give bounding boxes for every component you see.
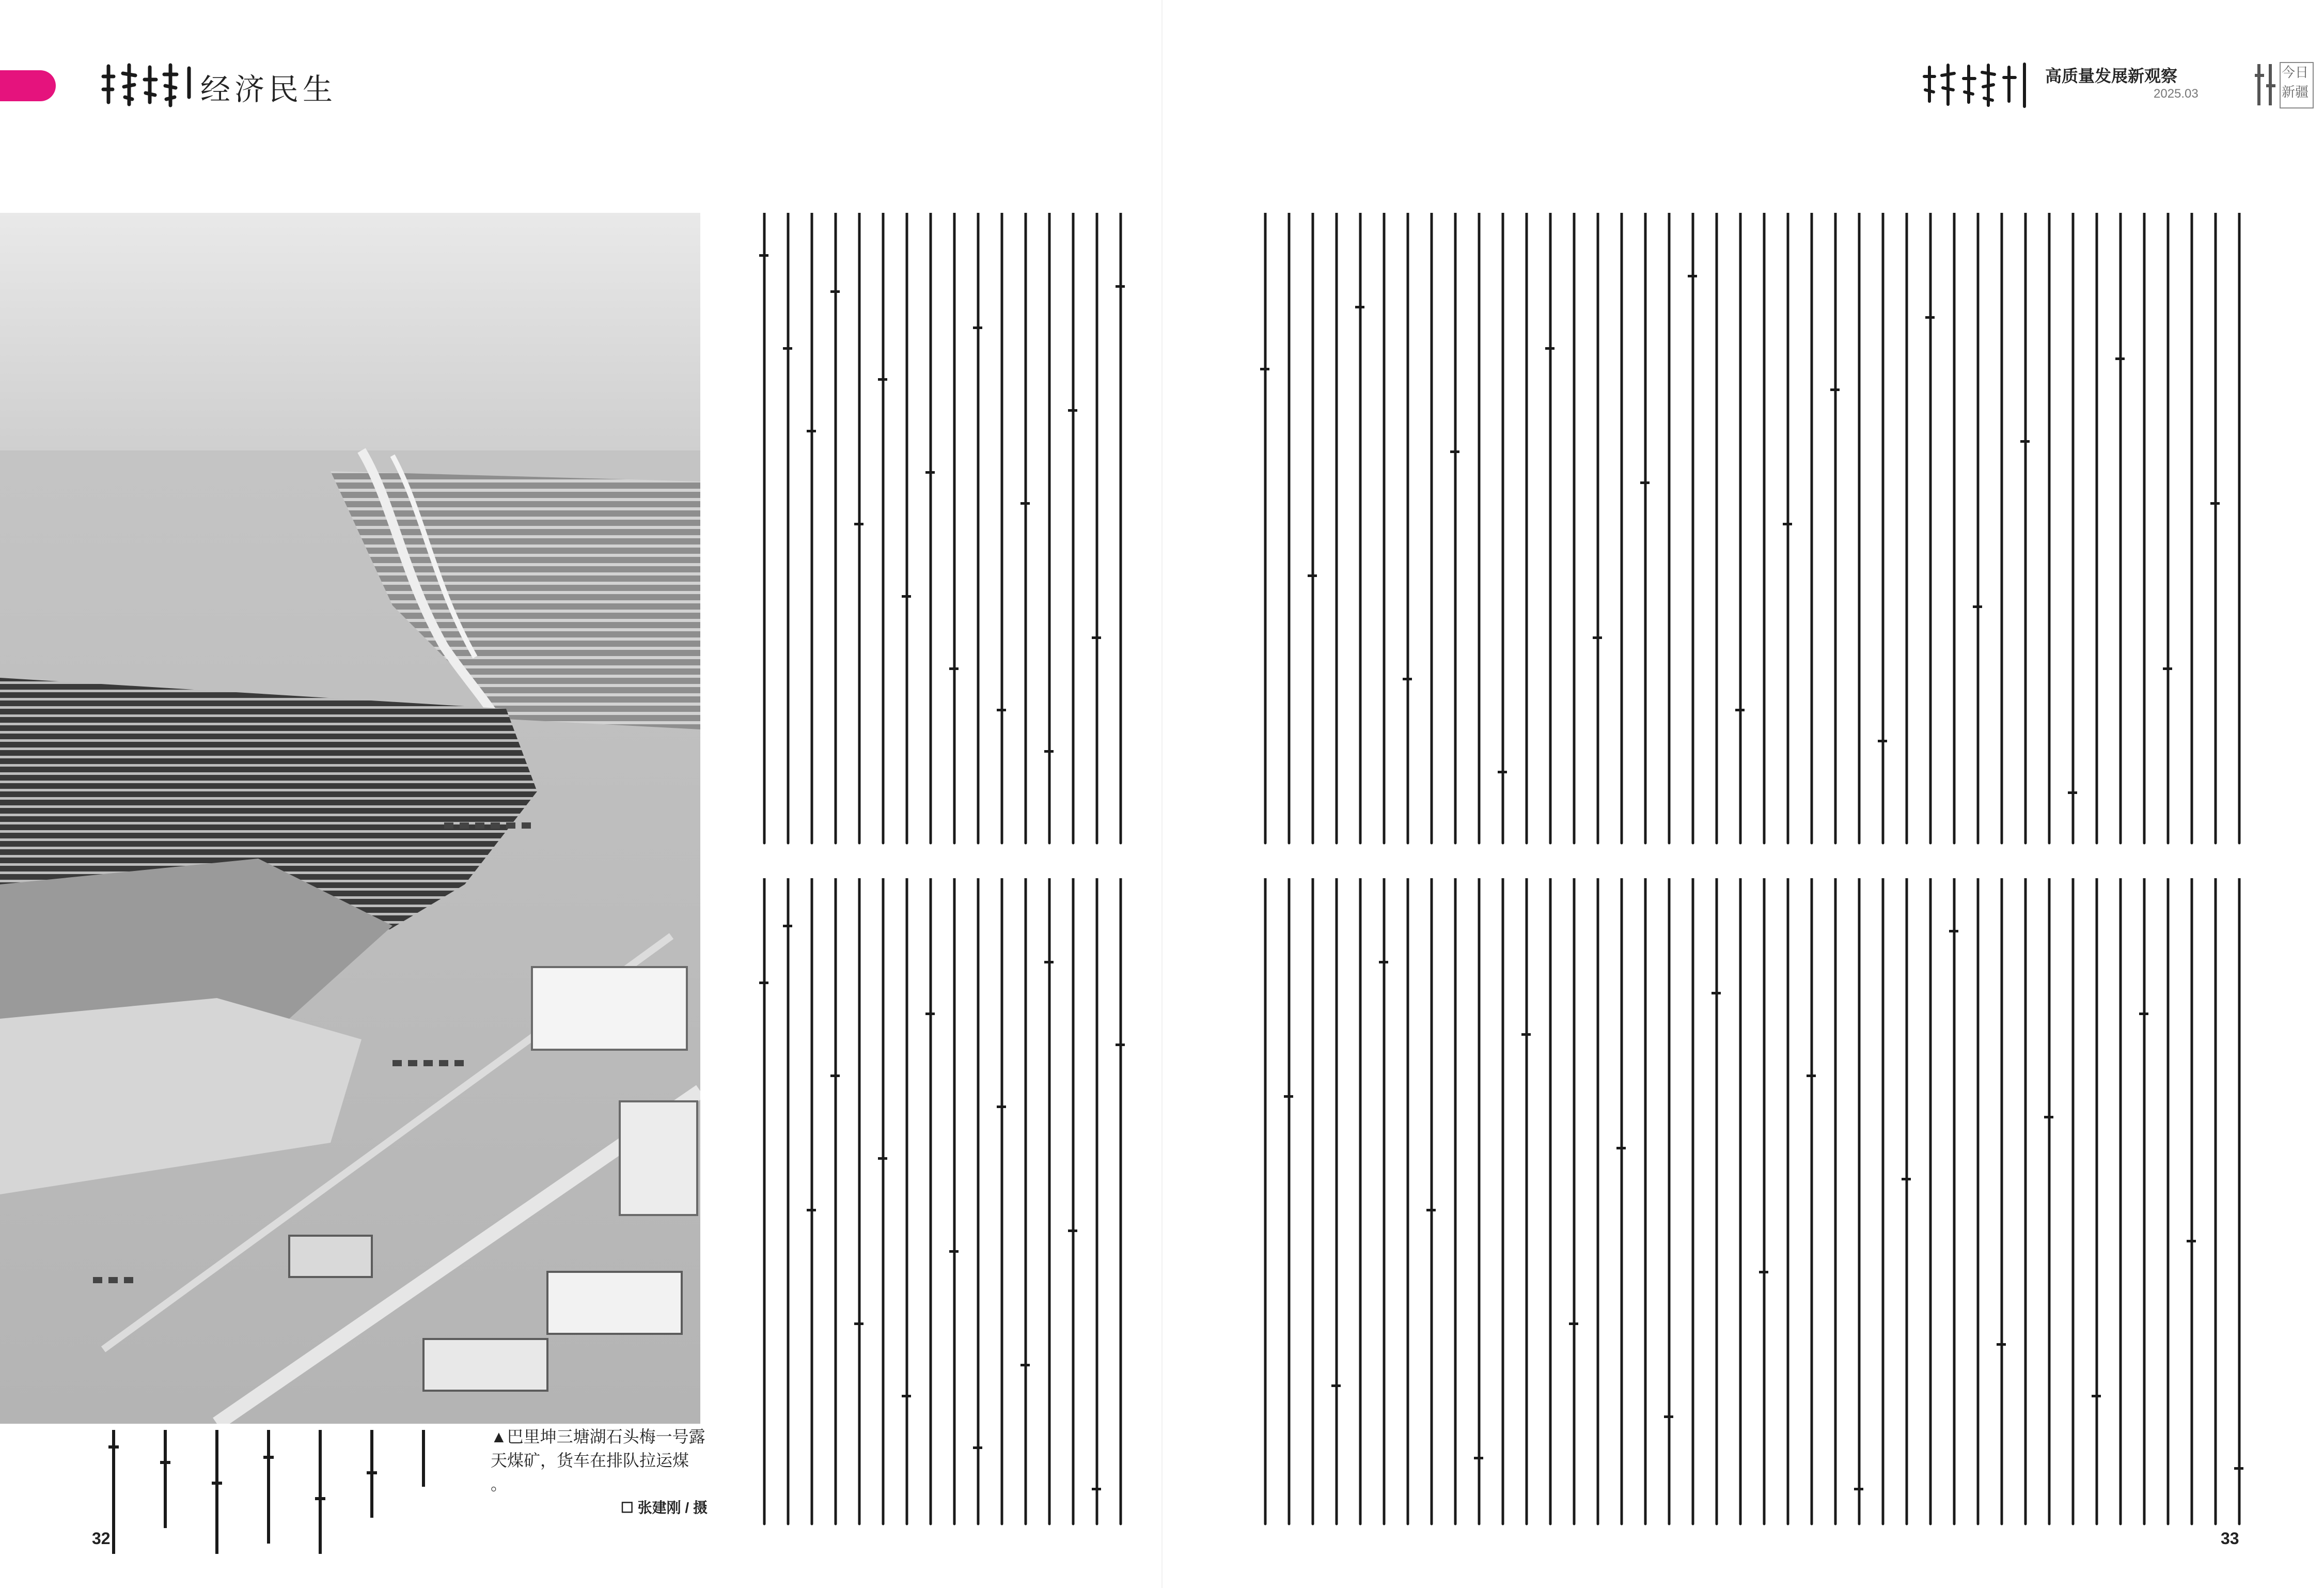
logo-text-top: 今日 bbox=[2282, 65, 2309, 81]
left-page-text-upper bbox=[754, 213, 1136, 848]
photo-credit: ☐ 张建刚 / 摄 bbox=[620, 1500, 708, 1516]
photo-caption bbox=[491, 1425, 708, 1520]
section-color-tab bbox=[0, 70, 56, 101]
magazine-section-title: 高质量发展新观察 bbox=[2045, 67, 2178, 85]
right-page-text-lower bbox=[1255, 878, 2267, 1529]
page-spine bbox=[1161, 0, 1163, 1588]
page-number-left: 32 bbox=[92, 1529, 111, 1548]
open-pit-mine-photo bbox=[0, 213, 700, 1424]
issue-date: 2025.03 bbox=[2154, 87, 2199, 101]
section-title-mongolian bbox=[98, 61, 196, 108]
right-page-text-upper bbox=[1255, 213, 2267, 848]
magazine-title-mongolian bbox=[1921, 61, 2030, 108]
magazine-logo bbox=[2252, 60, 2314, 110]
section-title: 经济民生 bbox=[200, 72, 337, 107]
logo-text-bottom: 新疆 bbox=[2282, 85, 2309, 100]
left-page-text-lower bbox=[754, 878, 1136, 1529]
logo-mongol-mark bbox=[2252, 60, 2280, 110]
photo-caption-mongolian bbox=[103, 1425, 465, 1564]
page-number-right: 33 bbox=[2221, 1529, 2239, 1548]
photo-caption-text: ▲巴里坤三塘湖石头梅一号露天煤矿，货车在排队拉运煤 。 bbox=[491, 1427, 705, 1493]
